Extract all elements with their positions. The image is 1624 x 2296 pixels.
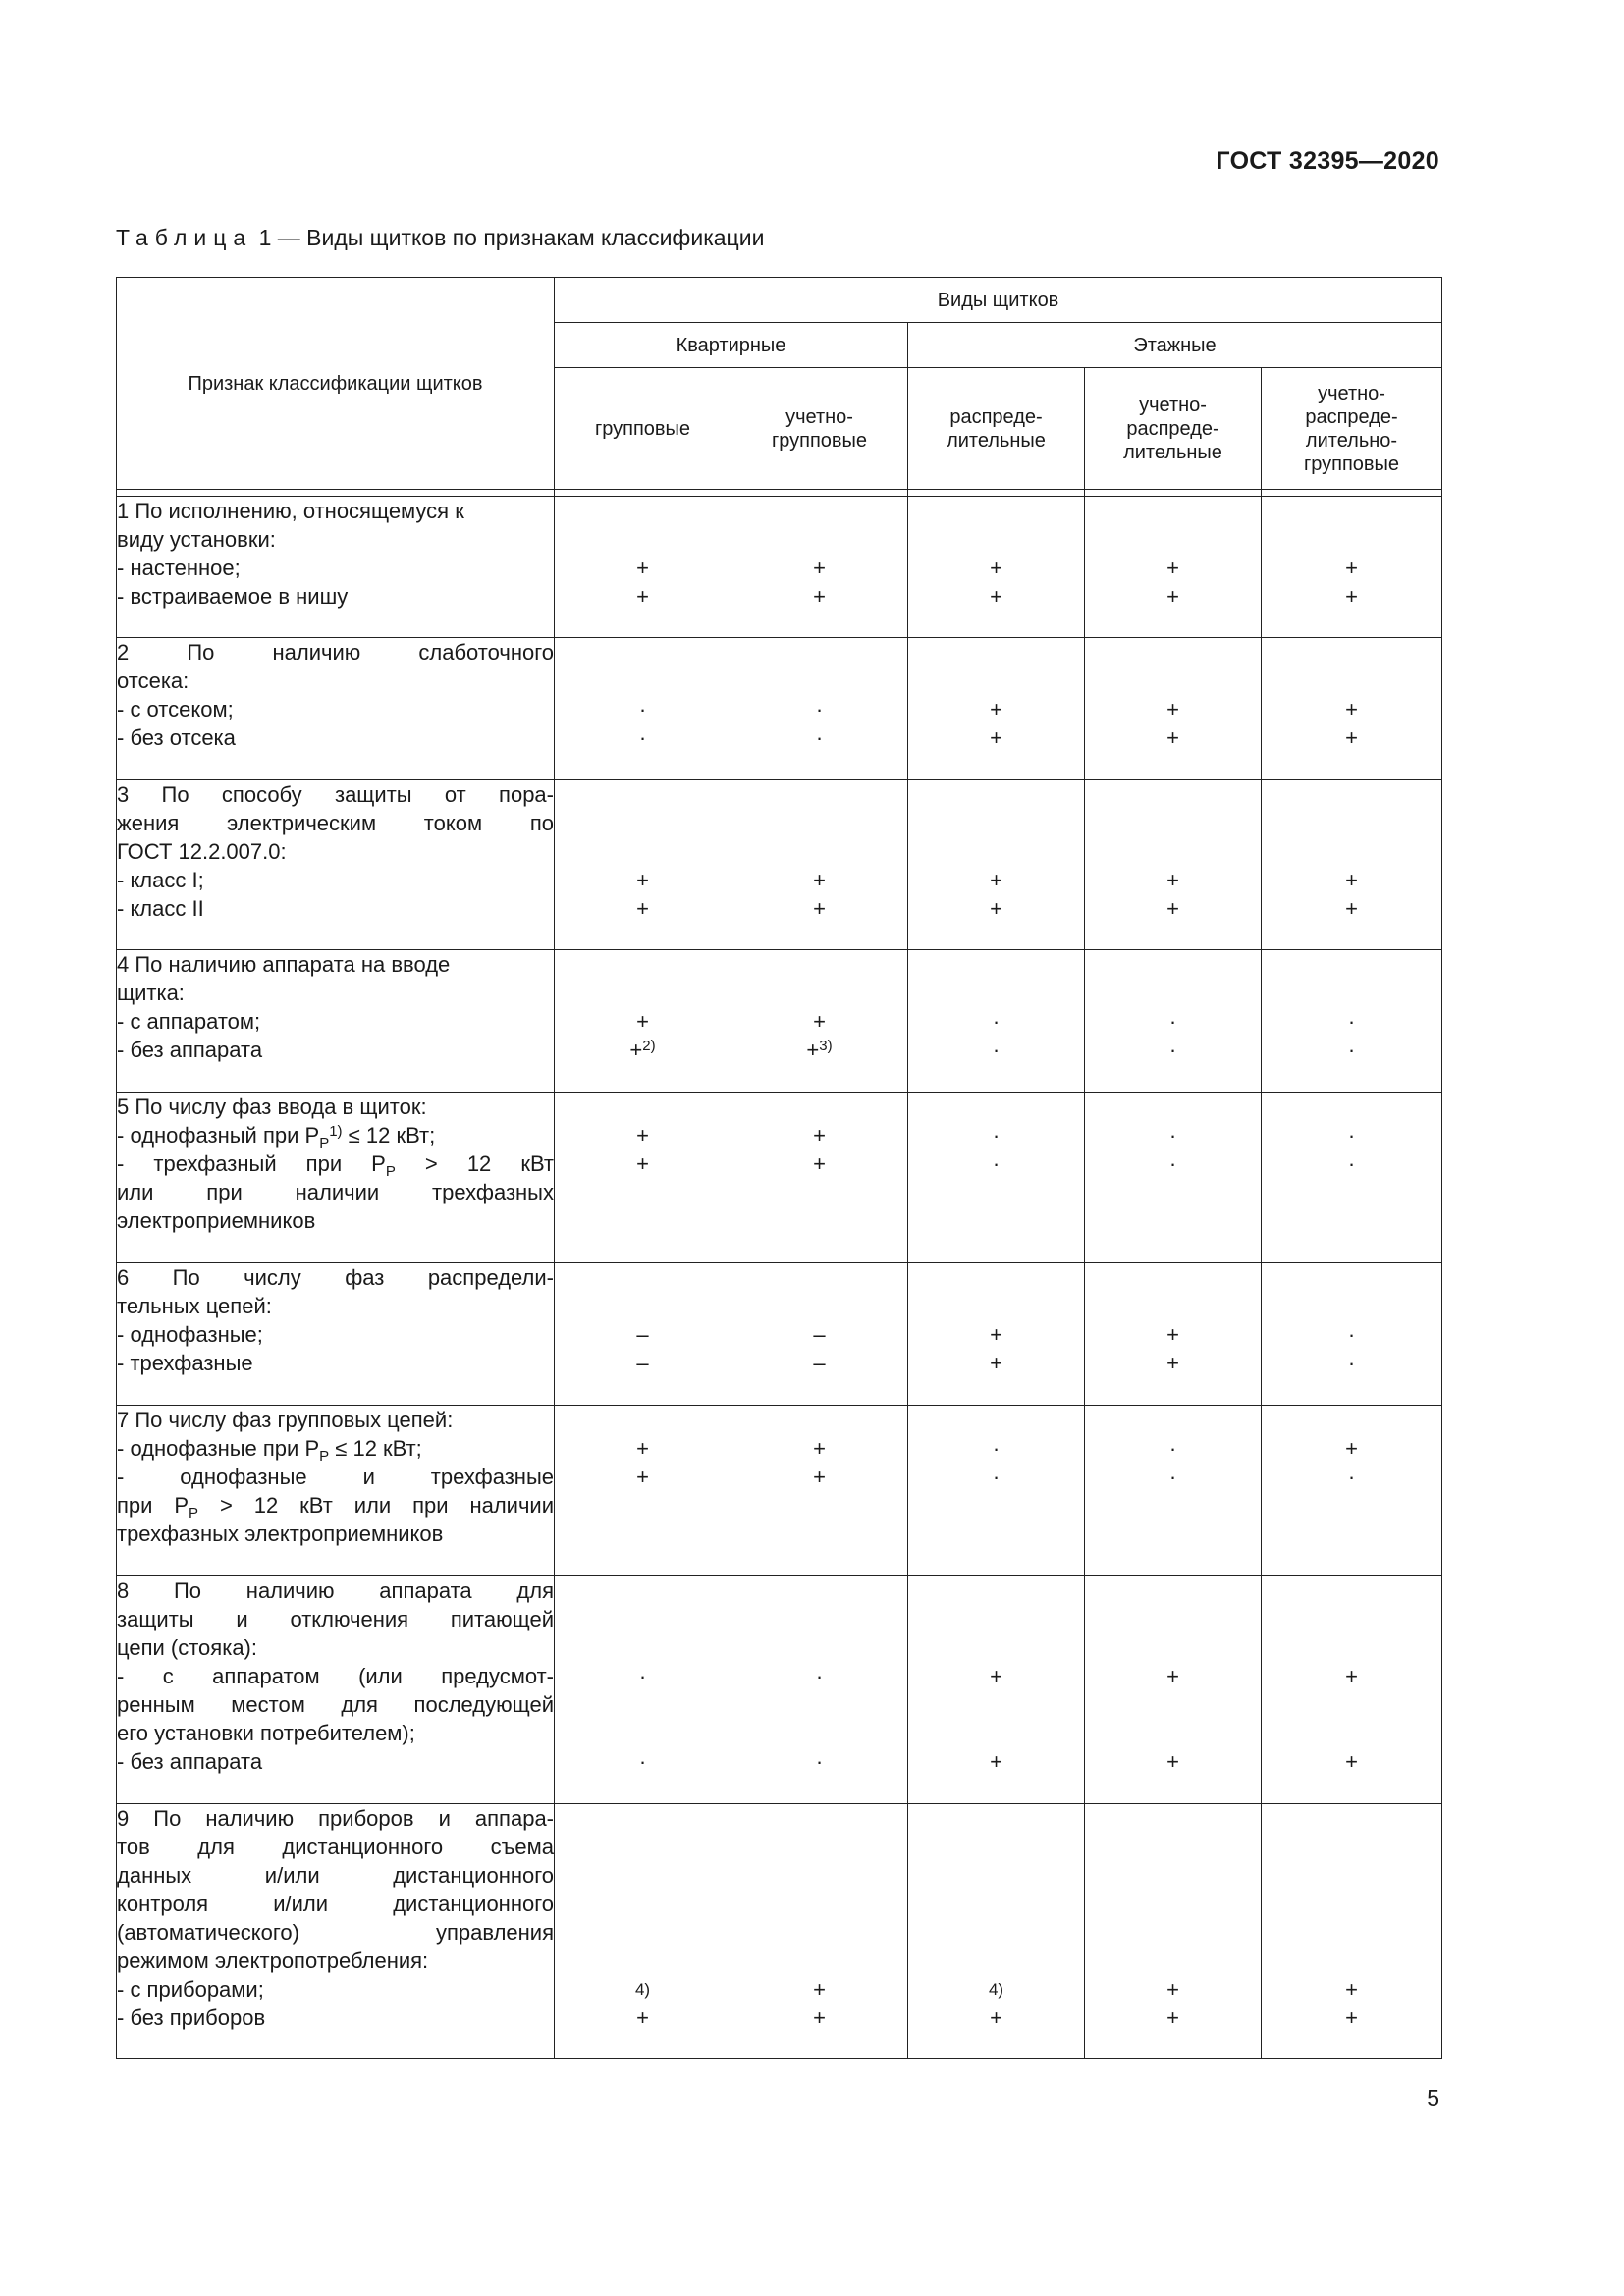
criterion-line: - с аппаратом (или предусмот- <box>117 1664 554 1688</box>
column-header-line: лительные <box>947 429 1046 452</box>
column-header-line: лительно- <box>1305 429 1398 452</box>
value-cell <box>1262 1263 1442 1406</box>
value-mark: · <box>1347 1465 1356 1489</box>
column-header-line: распреде- <box>949 405 1043 428</box>
value-mark: · <box>1168 1123 1177 1148</box>
column-header-line: распреде- <box>1126 417 1219 440</box>
column-header-line: групповые <box>1303 453 1400 475</box>
criterion-cell <box>117 1406 555 1576</box>
value-cell <box>1262 1804 1442 2059</box>
footnote-ref: 3) <box>819 1038 833 1054</box>
criterion-line: его установки потребителем); <box>117 1721 415 1745</box>
value-mark: + <box>990 697 1002 721</box>
value-mark: + <box>1166 1977 1179 2002</box>
value-mark: + <box>813 868 826 892</box>
value-cell <box>555 1263 731 1406</box>
value-cell <box>731 638 908 780</box>
criterion-line: режимом электропотребления: <box>117 1949 429 1973</box>
value-mark: + <box>813 1009 826 1034</box>
value-mark: + <box>990 725 1002 750</box>
value-cell <box>555 1804 731 2059</box>
value-mark: + <box>813 556 826 580</box>
value-mark: + <box>1345 1436 1358 1461</box>
table-row <box>117 497 1442 638</box>
criterion-line: тов для дистанционного съема <box>117 1835 554 1859</box>
table-row <box>117 1263 1442 1406</box>
value-mark: + <box>1166 556 1179 580</box>
value-mark: + <box>629 1038 643 1062</box>
criterion-line: - встраиваемое в нишу <box>117 584 349 609</box>
column-header-group <box>555 368 731 490</box>
value-mark: – <box>813 1351 826 1375</box>
value-mark: – <box>636 1351 649 1375</box>
value-mark: + <box>636 896 649 921</box>
value-cell <box>555 950 731 1093</box>
criterion-line: 5 По числу фаз ввода в щиток: <box>117 1095 427 1119</box>
table-row <box>117 1804 1442 2059</box>
value-mark: · <box>1168 1465 1177 1489</box>
value-cell <box>908 1406 1085 1576</box>
value-mark: · <box>992 1465 1001 1489</box>
value-cell <box>1085 1576 1262 1804</box>
criterion-line: ГОСТ 12.2.007.0: <box>117 839 287 864</box>
criterion-line: 8 По наличию аппарата для <box>117 1578 554 1603</box>
value-cell <box>1262 1576 1442 1804</box>
value-mark: · <box>1347 1151 1356 1176</box>
value-mark: · <box>815 1749 824 1774</box>
value-mark: · <box>1347 1038 1356 1062</box>
value-mark: + <box>1166 697 1179 721</box>
criterion-line: 3 По способу защиты от пора- <box>117 782 554 807</box>
value-mark: + <box>1345 1749 1358 1774</box>
criterion-line: 1 По исполнению, относящемуся к <box>117 499 464 523</box>
value-cell <box>1262 950 1442 1093</box>
value-mark: + <box>1345 556 1358 580</box>
value-cell <box>731 780 908 950</box>
criterion-line: электроприемников <box>117 1208 316 1233</box>
header-separator <box>117 490 1442 497</box>
value-mark: · <box>992 1123 1001 1148</box>
value-cell <box>908 497 1085 638</box>
criterion-line: 9 По наличию приборов и аппара- <box>117 1806 554 1831</box>
group-header-apartment: Квартирные <box>555 323 908 368</box>
value-mark: · <box>1168 1009 1177 1034</box>
value-mark: + <box>990 1322 1002 1347</box>
criterion-line: - однофазные и трехфазные <box>117 1465 554 1489</box>
criterion-line: тельных цепей: <box>117 1294 272 1318</box>
criterion-line: щитка: <box>117 981 185 1005</box>
value-cell <box>1085 1804 1262 2059</box>
value-cell <box>555 1576 731 1804</box>
value-mark: · <box>638 725 647 750</box>
value-mark: + <box>1166 725 1179 750</box>
value-cell <box>731 497 908 638</box>
value-cell <box>555 638 731 780</box>
value-cell <box>1085 1406 1262 1576</box>
value-mark: + <box>1166 1351 1179 1375</box>
table-caption-word: Таблица <box>116 225 253 250</box>
criterion-cell <box>117 1804 555 2059</box>
value-cell <box>731 1804 908 2059</box>
value-mark: + <box>813 896 826 921</box>
value-cell <box>731 1406 908 1576</box>
criterion-cell <box>117 780 555 950</box>
value-mark: + <box>813 584 826 609</box>
value-mark: + <box>636 1009 649 1034</box>
criterion-line: при $P_P > 12$ кВт или при наличии <box>117 1493 554 1522</box>
criterion-line: цепи (стояка): <box>117 1635 257 1660</box>
criterion-header: Признак классификации щитков <box>117 278 555 490</box>
criterion-cell <box>117 638 555 780</box>
criterion-line: трехфазных электроприемников <box>117 1522 444 1546</box>
value-cell <box>555 780 731 950</box>
criterion-line: - трехфазные <box>117 1351 253 1375</box>
column-header-line: групповые <box>594 417 691 440</box>
value-cell <box>908 1093 1085 1263</box>
criterion-line: контроля и/или дистанционного <box>117 1892 554 1916</box>
value-cell <box>555 1406 731 1576</box>
value-mark: + <box>636 868 649 892</box>
value-mark: + <box>990 2005 1002 2030</box>
page-number: 5 <box>1427 2085 1439 2110</box>
value-mark: + <box>636 1436 649 1461</box>
value-mark: + <box>636 2005 649 2030</box>
table-row <box>117 638 1442 780</box>
column-header-metering-group <box>731 368 908 490</box>
value-cell <box>908 950 1085 1093</box>
value-cell <box>908 1263 1085 1406</box>
criterion-line: - без аппарата <box>117 1749 263 1774</box>
criterion-line: - без отсека <box>117 725 236 750</box>
value-mark: · <box>992 1009 1001 1034</box>
value-mark: · <box>1347 1123 1356 1148</box>
criterion-cell <box>117 1093 555 1263</box>
table-row <box>117 1576 1442 1804</box>
value-cell <box>731 1093 908 1263</box>
value-mark: · <box>638 1749 647 1774</box>
value-cell <box>1262 1093 1442 1263</box>
value-mark: · <box>992 1038 1001 1062</box>
criterion-line: 2 По наличию слаботочного <box>117 640 554 665</box>
value-mark: + <box>636 584 649 609</box>
column-header-line: групповые <box>771 429 868 452</box>
value-mark: + <box>636 1123 649 1148</box>
value-cell <box>1085 1093 1262 1263</box>
value-mark: · <box>1347 1351 1356 1375</box>
criterion-cell <box>117 1576 555 1804</box>
value-mark: + <box>1345 896 1358 921</box>
value-mark: + <box>813 1436 826 1461</box>
criterion-line: данных и/или дистанционного <box>117 1863 554 1888</box>
criterion-line: - класс II <box>117 896 204 921</box>
value-cell <box>1085 950 1262 1093</box>
value-mark: + <box>1166 1664 1179 1688</box>
value-cell <box>1085 780 1262 950</box>
table-caption <box>116 225 764 251</box>
value-cell <box>908 638 1085 780</box>
value-mark: + <box>636 1465 649 1489</box>
value-mark: + <box>1345 697 1358 721</box>
value-mark: + <box>990 584 1002 609</box>
value-mark: + <box>813 1465 826 1489</box>
value-mark: + <box>1166 1322 1179 1347</box>
table-row <box>117 1406 1442 1576</box>
value-cell <box>1085 497 1262 638</box>
value-mark: + <box>1345 1977 1358 2002</box>
value-mark: – <box>636 1322 649 1347</box>
value-mark: + <box>1166 1749 1179 1774</box>
column-header-line: учетно- <box>785 405 853 428</box>
footnote-ref: 4) <box>634 1980 651 1999</box>
value-mark: + <box>1345 584 1358 609</box>
value-mark: · <box>1347 1009 1356 1034</box>
column-header-line: учетно- <box>1139 394 1207 416</box>
criterion-line: 6 По числу фаз распредели- <box>117 1265 554 1290</box>
value-mark: · <box>638 697 647 721</box>
value-mark: · <box>992 1151 1001 1176</box>
types-header: Виды щитков <box>555 278 1442 323</box>
criterion-line: виду установки: <box>117 527 276 552</box>
value-cell <box>1262 780 1442 950</box>
column-header-line: распреде- <box>1305 405 1398 428</box>
value-mark: · <box>815 1664 824 1688</box>
value-mark: + <box>636 1151 649 1176</box>
value-mark: + <box>806 1038 820 1062</box>
value-mark: + <box>813 2005 826 2030</box>
value-mark: · <box>1168 1151 1177 1176</box>
value-mark: + <box>990 556 1002 580</box>
table-row <box>117 950 1442 1093</box>
column-header-distribution <box>908 368 1085 490</box>
value-cell <box>908 1804 1085 2059</box>
criterion-line: защиты и отключения питающей <box>117 1607 554 1631</box>
value-cell <box>1262 1406 1442 1576</box>
criterion-cell <box>117 950 555 1093</box>
value-mark: + <box>990 896 1002 921</box>
column-header-metering-distribution <box>1085 368 1262 490</box>
value-mark: + <box>990 1664 1002 1688</box>
criterion-line: - с аппаратом; <box>117 1009 261 1034</box>
column-header-line: лительные <box>1123 441 1222 463</box>
criterion-line: или при наличии трехфазных <box>117 1180 554 1204</box>
column-header-metering-distribution-group <box>1262 368 1442 490</box>
classification-table <box>116 277 1442 2059</box>
table-row <box>117 780 1442 950</box>
value-cell <box>731 1263 908 1406</box>
value-mark: + <box>990 1749 1002 1774</box>
value-cell <box>555 497 731 638</box>
value-mark: · <box>1347 1322 1356 1347</box>
value-cell <box>1262 497 1442 638</box>
value-mark: · <box>992 1436 1001 1461</box>
value-mark: + <box>990 1351 1002 1375</box>
value-cell <box>555 1093 731 1263</box>
criterion-line: - класс I; <box>117 868 204 892</box>
criterion-line: 7 По числу фаз групповых цепей: <box>117 1408 454 1432</box>
value-mark: + <box>990 868 1002 892</box>
value-mark: – <box>813 1322 826 1347</box>
value-mark: + <box>813 1151 826 1176</box>
criterion-line: - однофазные; <box>117 1322 263 1347</box>
value-mark: + <box>1345 868 1358 892</box>
value-mark: + <box>1166 584 1179 609</box>
footnote-ref: 4) <box>988 1980 1004 1999</box>
criterion-line: 4 По наличию аппарата на вводе <box>117 952 451 977</box>
document-code: ГОСТ 32395—2020 <box>1216 147 1439 175</box>
criterion-line: - однофазный при $P_P^{1)} \le 12$ кВт; <box>117 1123 436 1151</box>
value-mark: + <box>636 556 649 580</box>
value-cell <box>1262 638 1442 780</box>
criterion-line: - без приборов <box>117 2005 266 2030</box>
footnote-ref: 2) <box>642 1038 656 1054</box>
value-cell <box>908 1576 1085 1804</box>
value-cell <box>908 780 1085 950</box>
criterion-line: - с отсеком; <box>117 697 234 721</box>
value-mark: · <box>815 725 824 750</box>
value-mark: + <box>813 1123 826 1148</box>
criterion-line: - без аппарата <box>117 1038 263 1062</box>
table-caption-text: 1 — Виды щитков по признакам классификации <box>258 225 765 250</box>
value-mark: · <box>1168 1038 1177 1062</box>
column-header-line: учетно- <box>1318 382 1385 404</box>
criterion-line: (автоматического) управления <box>117 1920 554 1945</box>
value-mark: + <box>1166 896 1179 921</box>
value-mark: + <box>1166 2005 1179 2030</box>
value-cell <box>731 950 908 1093</box>
value-mark: + <box>1345 2005 1358 2030</box>
group-header-floor: Этажные <box>908 323 1442 368</box>
value-mark: + <box>1345 725 1358 750</box>
criterion-cell <box>117 1263 555 1406</box>
value-mark: · <box>815 697 824 721</box>
value-mark: · <box>638 1664 647 1688</box>
criterion-cell <box>117 497 555 638</box>
criterion-line: - трехфазный при $P_P > 12$ кВт <box>117 1151 554 1180</box>
value-mark: · <box>1168 1436 1177 1461</box>
criterion-line: - с приборами; <box>117 1977 264 2002</box>
criterion-line: жения электрическим током по <box>117 811 554 835</box>
table-row <box>117 1093 1442 1263</box>
criterion-line: - однофазные при $P_P \le 12$ кВт; <box>117 1436 422 1465</box>
value-mark: + <box>1345 1664 1358 1688</box>
criterion-line: ренным местом для последующей <box>117 1692 554 1717</box>
value-mark: + <box>813 1977 826 2002</box>
value-cell <box>731 1576 908 1804</box>
value-cell <box>1085 1263 1262 1406</box>
criterion-line: отсека: <box>117 668 189 693</box>
value-cell <box>1085 638 1262 780</box>
criterion-line: - настенное; <box>117 556 241 580</box>
value-mark: + <box>1166 868 1179 892</box>
